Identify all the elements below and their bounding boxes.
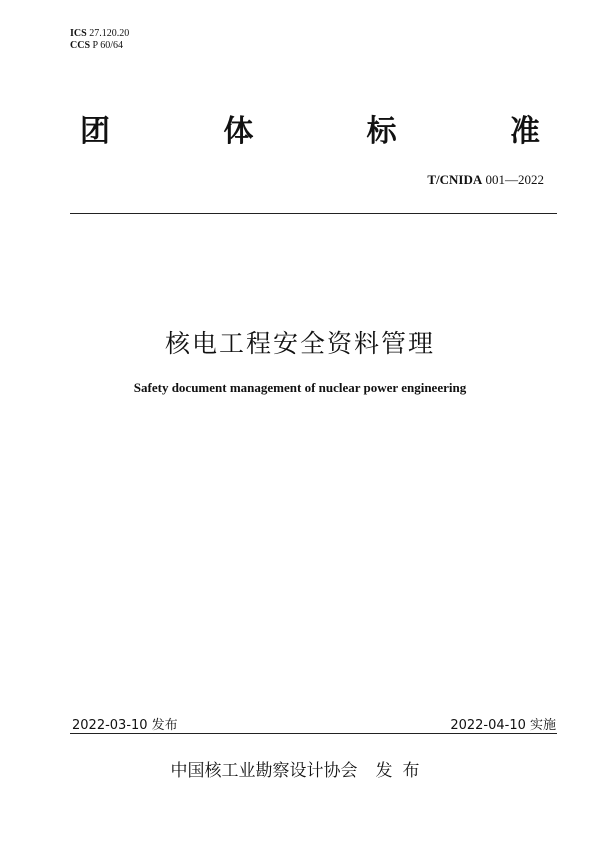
publisher-action: 发布 [375,761,430,781]
publisher-line [0,760,600,781]
standard-type-char: 团 [80,114,110,149]
standard-number [427,172,544,188]
publisher-name: 中国核工业勘察设计协会 [170,761,358,781]
classification-codes [70,28,129,52]
document-title-chinese: 核电工程安全资料管理 [164,329,435,358]
standard-type-char: 标 [366,114,397,149]
top-divider [70,213,557,214]
ccs-code: CCS P 60/64 [70,40,123,51]
standard-type-char: 体 [223,114,254,149]
standard-number-prefix: T/CNIDA [427,172,483,187]
ics-code: ICS 27.120.20 [70,28,130,39]
release-date: 2022-03-10 发布 [72,718,178,733]
bottom-divider [70,733,557,734]
implement-date: 2022-04-10 实施 [450,718,556,733]
standard-type-char: 准 [509,114,540,149]
standard-type-heading [60,112,560,152]
standard-number-code: 001—2022 [485,172,544,187]
document-title-english: Safety document management of nuclear power engineering [133,380,467,395]
